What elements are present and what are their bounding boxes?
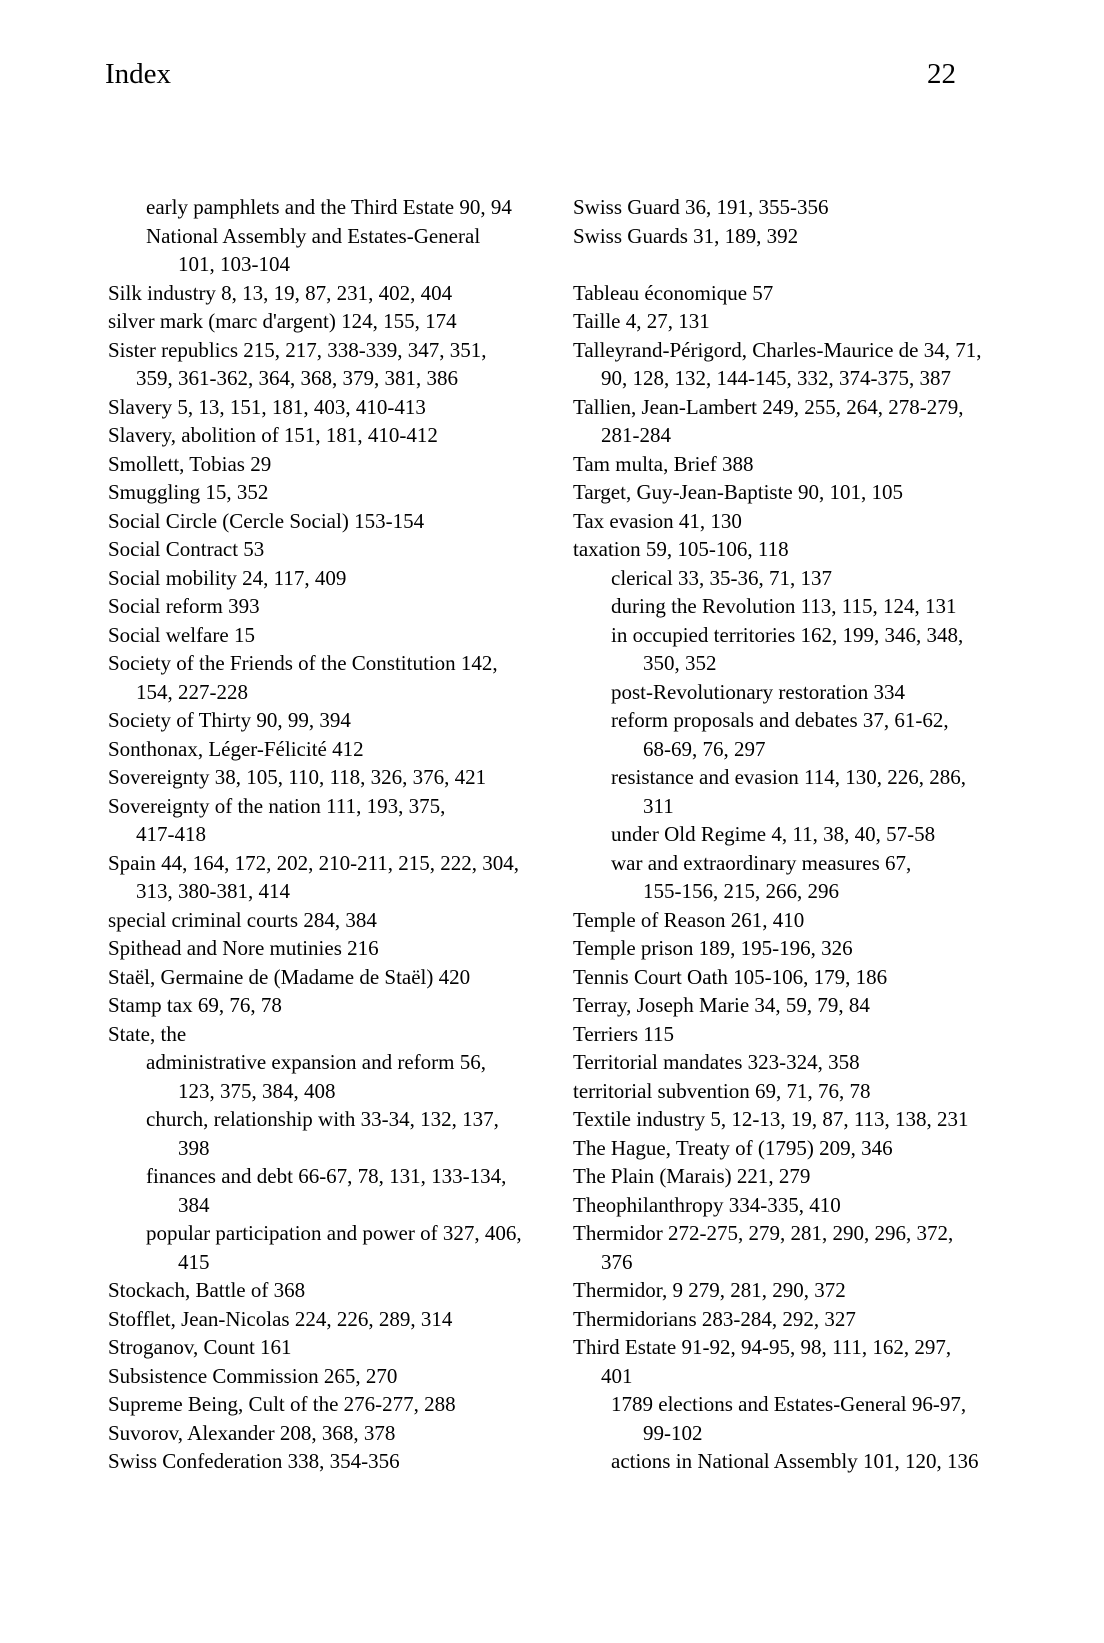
blank-line	[573, 250, 1043, 279]
page-title: Index	[105, 58, 172, 90]
index-entry: Silk industry 8, 13, 19, 87, 231, 402, 404	[108, 280, 453, 305]
index-entry: popular participation and power of 327, 406,	[146, 1221, 522, 1245]
index-entry: Social Contract 53	[108, 537, 265, 561]
index-entry: Temple of Reason 261, 410	[573, 907, 805, 932]
index-entry: Slavery 5, 13, 151, 181, 403, 410-413	[108, 394, 426, 419]
index-entry: Social reform 393	[108, 594, 260, 618]
index-entry: Swiss Guards 31, 189, 392	[573, 223, 799, 248]
index-entry: Suvorov, Alexander 208, 368, 378	[108, 1420, 396, 1445]
index-column-right	[573, 193, 1043, 1476]
index-entry: 90, 128, 132, 144-145, 332, 374-375, 387	[601, 366, 951, 390]
index-entry: Smollett, Tobias 29	[108, 451, 272, 476]
index-entry: clerical 33, 35-36, 71, 137	[611, 565, 833, 590]
index-entry: Stamp tax 69, 76, 78	[108, 993, 282, 1017]
index-entry: under Old Regime 4, 11, 38, 40, 57-58	[611, 822, 936, 846]
index-entry: 155-156, 215, 266, 296	[643, 879, 839, 903]
index-entry: territorial subvention 69, 71, 76, 78	[573, 1078, 871, 1103]
index-entry: 398	[178, 1135, 210, 1160]
index-entry: silver mark (marc d'argent) 124, 155, 174	[108, 309, 457, 333]
index-entry: reform proposals and debates 37, 61-62,	[611, 708, 949, 732]
index-entry: Society of the Friends of the Constitution 142,	[108, 651, 498, 675]
index-entry: administrative expansion and reform 56,	[146, 1050, 486, 1074]
index-entry: Stofflet, Jean-Nicolas 224, 226, 289, 314	[108, 1306, 453, 1331]
index-entry: Sonthonax, Léger-Félicité 412	[108, 736, 364, 761]
index-entry: 313, 380-381, 414	[136, 879, 290, 903]
index-entry: church, relationship with 33-34, 132, 137,	[146, 1107, 499, 1131]
index-entry: Stroganov, Count 161	[108, 1335, 292, 1359]
index-entry: Theophilanthropy 334-335, 410	[573, 1192, 841, 1217]
index-entry: 417-418	[136, 822, 206, 846]
index-entry: The Plain (Marais) 221, 279	[573, 1164, 811, 1188]
index-entry: State, the	[108, 1021, 187, 1046]
index-entry: Tallien, Jean-Lambert 249, 255, 264, 278-279,	[573, 394, 964, 419]
index-entry: Territorial mandates 323-324, 358	[573, 1050, 860, 1074]
index-entry: 401	[601, 1363, 633, 1388]
index-entry: Smuggling 15, 352	[108, 480, 269, 504]
index-entry: Social mobility 24, 117, 409	[108, 565, 347, 590]
index-entry: Spain 44, 164, 172, 202, 210-211, 215, 222, 304,	[108, 850, 520, 875]
index-entry: The Hague, Treaty of (1795) 209, 346	[573, 1135, 893, 1160]
index-entry: Thermidorians 283-284, 292, 327	[573, 1306, 856, 1331]
index-entry: Terriers 115	[573, 1021, 674, 1046]
index-entry: Target, Guy-Jean-Baptiste 90, 101, 105	[573, 480, 903, 504]
index-entry: Third Estate 91-92, 94-95, 98, 111, 162, 297,	[573, 1335, 952, 1359]
index-entry: Subsistence Commission 265, 270	[108, 1363, 398, 1388]
index-entry: Swiss Guard 36, 191, 355-356	[573, 195, 829, 219]
index-entry: Tableau économique 57	[573, 280, 774, 305]
index-entry: 415	[178, 1249, 210, 1274]
index-entry: Tennis Court Oath 105-106, 179, 186	[573, 964, 888, 989]
index-entry: 350, 352	[643, 651, 717, 675]
index-entry: 99-102	[643, 1420, 703, 1445]
page-header	[105, 57, 956, 91]
index-entry: special criminal courts 284, 384	[108, 907, 377, 932]
index-entry: Stockach, Battle of 368	[108, 1278, 306, 1302]
index-entry: National Assembly and Estates-General	[146, 223, 481, 248]
index-entry: Terray, Joseph Marie 34, 59, 79, 84	[573, 993, 870, 1017]
index-entry: 154, 227-228	[136, 679, 248, 704]
index-entry: 311	[643, 793, 674, 818]
index-entry: 123, 375, 384, 408	[178, 1078, 336, 1103]
index-entry: Social Circle (Cercle Social) 153-154	[108, 508, 425, 533]
index-column-left	[108, 193, 578, 1476]
index-entry: Sovereignty of the nation 111, 193, 375,	[108, 793, 446, 818]
index-entry: Talleyrand-Périgord, Charles-Maurice de 34, 71,	[573, 337, 982, 362]
index-entry: Social welfare 15	[108, 622, 255, 647]
index-entry: 376	[601, 1249, 633, 1274]
index-entry: Textile industry 5, 12-13, 19, 87, 113, 138, 231	[573, 1107, 969, 1131]
index-entry: resistance and evasion 114, 130, 226, 286,	[611, 765, 966, 789]
index-entry: Spithead and Nore mutinies 216	[108, 936, 379, 960]
index-entry: Sovereignty 38, 105, 110, 118, 326, 376, 421	[108, 765, 487, 789]
index-entry: finances and debt 66-67, 78, 131, 133-134,	[146, 1164, 507, 1188]
index-entry: actions in National Assembly 101, 120, 136	[611, 1449, 979, 1473]
index-entry: Thermidor, 9 279, 281, 290, 372	[573, 1278, 846, 1302]
page-number: 22	[927, 58, 956, 90]
index-entry: Tam multa, Brief 388	[573, 451, 754, 476]
index-entry: during the Revolution 113, 115, 124, 131	[611, 594, 957, 618]
index-entry: early pamphlets and the Third Estate 90, 94	[146, 195, 512, 219]
index-entry: post-Revolutionary restoration 334	[611, 679, 905, 704]
index-entry: 384	[178, 1192, 210, 1217]
index-entry: Sister republics 215, 217, 338-339, 347, 351,	[108, 337, 487, 362]
index-entry: Supreme Being, Cult of the 276-277, 288	[108, 1392, 456, 1416]
index-entry: Temple prison 189, 195-196, 326	[573, 936, 853, 960]
index-entry: 1789 elections and Estates-General 96-97,	[611, 1392, 967, 1416]
index-entry: 68-69, 76, 297	[643, 736, 766, 761]
index-entry: Swiss Confederation 338, 354-356	[108, 1449, 400, 1473]
index-entry: Slavery, abolition of 151, 181, 410-412	[108, 423, 438, 447]
index-entry: Staël, Germaine de (Madame de Staël) 420	[108, 964, 471, 989]
index-entry: in occupied territories 162, 199, 346, 348,	[611, 622, 964, 647]
index-entry: Thermidor 272-275, 279, 281, 290, 296, 372,	[573, 1221, 954, 1245]
index-entry: 101, 103-104	[178, 252, 290, 276]
index-entry: 359, 361-362, 364, 368, 379, 381, 386	[136, 366, 458, 390]
index-entry: taxation 59, 105-106, 118	[573, 537, 789, 561]
index-entry: Society of Thirty 90, 99, 394	[108, 708, 351, 732]
index-entry: war and extraordinary measures 67,	[611, 850, 912, 875]
index-entry: 281-284	[601, 423, 671, 447]
index-entry: Tax evasion 41, 130	[573, 508, 742, 533]
index-entry: Taille 4, 27, 131	[573, 309, 710, 333]
